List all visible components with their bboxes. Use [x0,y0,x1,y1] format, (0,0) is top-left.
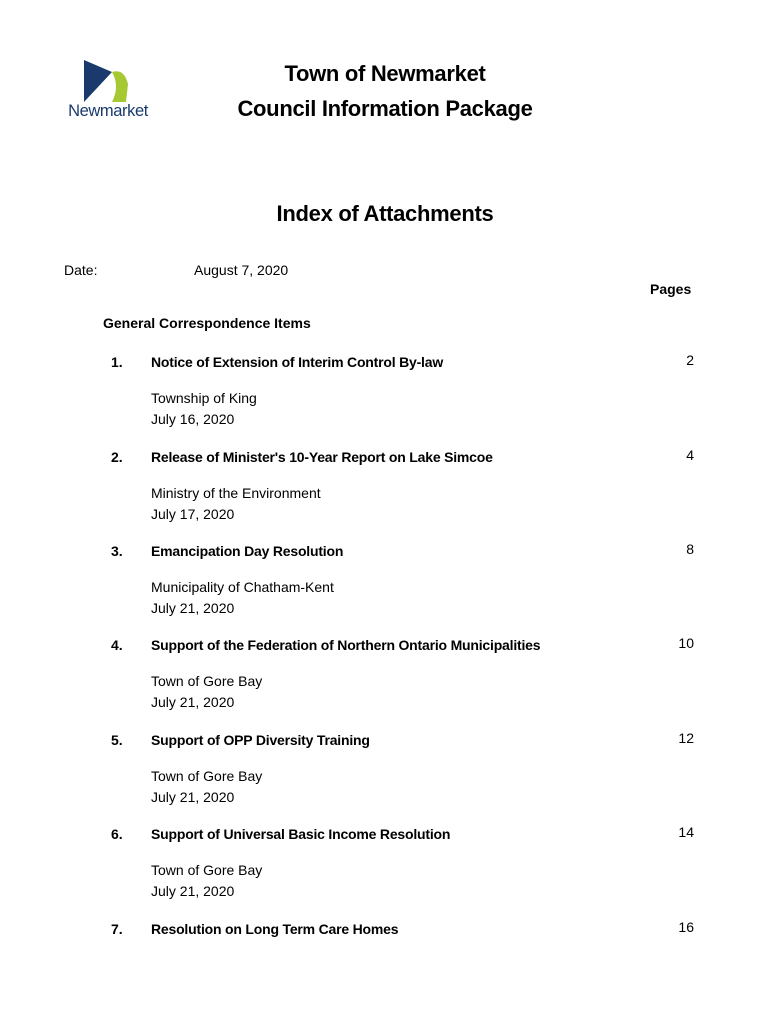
item-source-name: Town of Gore Bay [151,862,263,878]
logo-wordmark: Newmarket [68,102,148,120]
date-label: Date: [64,262,98,278]
item-source-date: July 21, 2020 [151,600,235,616]
date-value: August 7, 2020 [194,262,289,278]
item-page: 4 [686,447,694,463]
item-source-date: July 16, 2020 [151,411,235,427]
item-number: 1. [111,354,123,370]
newmarket-logo [62,58,154,124]
item-source-date: July 21, 2020 [151,789,235,805]
item-number: 5. [111,732,123,748]
item-source [151,671,262,713]
item-number: 3. [111,543,123,559]
item-source [151,860,262,902]
item-number: 7. [111,921,123,937]
item-page: 12 [678,730,694,746]
item-title[interactable]: Release of Minister's 10-Year Report on Lake Simcoe [151,449,493,465]
item-title[interactable]: Emancipation Day Resolution [151,543,344,559]
section-title: General Correspondence Items [103,315,311,331]
item-source [151,388,257,430]
item-title[interactable]: Support of the Federation of Northern Ontario Municipalities [151,637,541,653]
item-page: 8 [686,541,694,557]
index-title: Index of Attachments [276,201,494,226]
item-number: 2. [111,449,123,465]
item-source [151,577,334,619]
item-source-date: July 21, 2020 [151,883,235,899]
item-source [151,766,262,808]
item-source-name: Ministry of the Environment [151,485,321,501]
item-page: 14 [678,824,694,840]
item-title[interactable]: Notice of Extension of Interim Control By-law [151,354,444,370]
item-source-name: Town of Gore Bay [151,673,263,689]
item-title[interactable]: Support of OPP Diversity Training [151,732,370,748]
header-subtitle: Council Information Package [237,96,533,121]
item-title[interactable]: Resolution on Long Term Care Homes [151,921,399,937]
item-source-name: Township of King [151,390,257,406]
item-number: 4. [111,637,123,653]
item-title[interactable]: Support of Universal Basic Income Resolution [151,826,451,842]
item-page: 2 [686,352,694,368]
item-page: 10 [678,635,694,651]
item-page: 16 [678,919,694,935]
newmarket-logo-mark-icon [62,58,154,104]
item-number: 6. [111,826,123,842]
item-source-date: July 17, 2020 [151,506,235,522]
pages-column-header: Pages [650,281,692,297]
header-title: Town of Newmarket [284,61,486,86]
item-source-name: Municipality of Chatham-Kent [151,579,334,595]
item-source-date: July 21, 2020 [151,694,235,710]
item-source-name: Town of Gore Bay [151,768,263,784]
item-source [151,483,321,525]
